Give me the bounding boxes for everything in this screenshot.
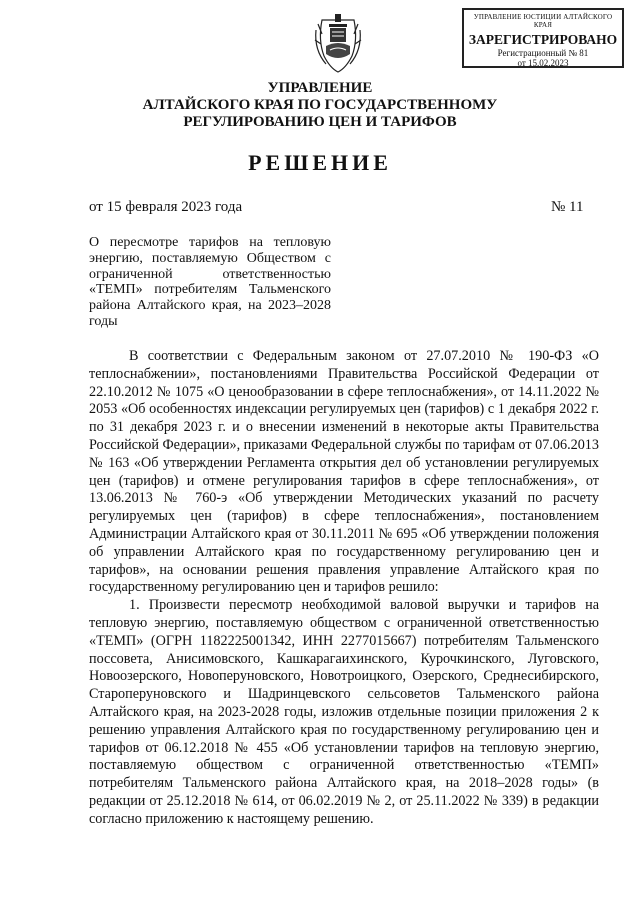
org-line-2: АЛТАЙСКОГО КРАЯ ПО ГОСУДАРСТВЕННОМУ — [142, 97, 498, 113]
org-line-3: РЕГУЛИРОВАНИЮ ЦЕН И ТАРИФОВ — [183, 114, 457, 130]
body-paragraph-item-1: 1. Произвести пересмотр необходимой валовой выручки и тарифов на тепловую энергию, поставляемую обществом с ограниченной ответственностью «ТЕМП» (ОГРН 1182225001342, ИНН 2277015667) потребителям Тальменского поссовета, Анисимовского, Кашкарагаихинского, Курочкинского, Луговского, Новоозерского, Новоперуновского, Новотроицкого, Озерского, Среднесибирского, Староперуновского и Шадринцевского сельсоветов Тальменского района Алтайского края, на 2023-2028 годы, изложив отдельные позиции приложения 2 к решению управления Алтайского края по государственному регулированию цен и тарифов от 06.12.2018 № 455 «Об установлении тарифов на тепловую энергию, поставляемую обществом с ограниченной ответственностью «ТЕМП» потребителям Тальменского района Алтайского края, на 2018–2028 годы» (в редакции от 25.12.2018 № 614, от 06.02.2019 № 2, от 25.11.2022 № 339) в редакции согласно приложению к настоящему решению. — [89, 597, 599, 827]
org-line-1: УПРАВЛЕНИЕ — [267, 80, 373, 96]
document-subject: О пересмотре тарифов на тепловую энергию, поставляемую Обществом с ограниченной ответственностью «ТЕМП» потребителям Тальменского района Алтайского края, на 2023–2028 годы — [89, 235, 331, 329]
coat-of-arms-emblem — [312, 10, 364, 74]
body-paragraph-preamble: В соответствии с Федеральным законом от 27.07.2010 № 190-ФЗ «О теплоснабжении», постановлениями Правительства Российской Федерации от 22.10.2012 № 1075 «О ценообразовании в сфере теплоснабжения», от 14.11.2022 № 2053 «Об особенностях индексации регулируемых цен (тарифов) с 1 декабря 2022 г. по 31 декабря 2023 г. и о внесении изменений в некоторые акты Правительства Российской Федерации», приказами Федеральной службы по тарифам от 07.06.2013 № 163 «Об утверждении Регламента открытия дел об установлении регулируемых цен (тарифов) и отмене регулирования тарифов в сфере теплоснабжения», от 13.06.2013 № 760-э «Об утверждении Методических указаний по расчету регулируемых цен (тарифов) в сфере теплоснабжения», постановлением Администрации Алтайского края от 30.11.2011 № 695 «Об утверждении положения об управлении Алтайского края по государственному регулированию цен и тарифов», на основании решения правления управление Алтайского края по государственному регулированию цен и тарифов решило: — [89, 348, 599, 596]
organization-title — [0, 80, 640, 131]
stamp-status: ЗАРЕГИСТРИРОВАНО — [468, 32, 618, 47]
document-date: от 15 февраля 2023 года — [89, 199, 243, 215]
document-body — [89, 348, 599, 829]
stamp-reg-number: Регистрационный № 81 — [497, 48, 589, 58]
registration-stamp — [462, 8, 624, 68]
stamp-reg-date: от 15.02.2023 — [517, 58, 569, 68]
stamp-dept: УПРАВЛЕНИЕ ЮСТИЦИИ АЛТАЙСКОГО КРАЯ — [473, 13, 613, 29]
document-type-heading: РЕШЕНИЕ — [248, 150, 392, 175]
document-number: № 11 — [551, 199, 584, 215]
